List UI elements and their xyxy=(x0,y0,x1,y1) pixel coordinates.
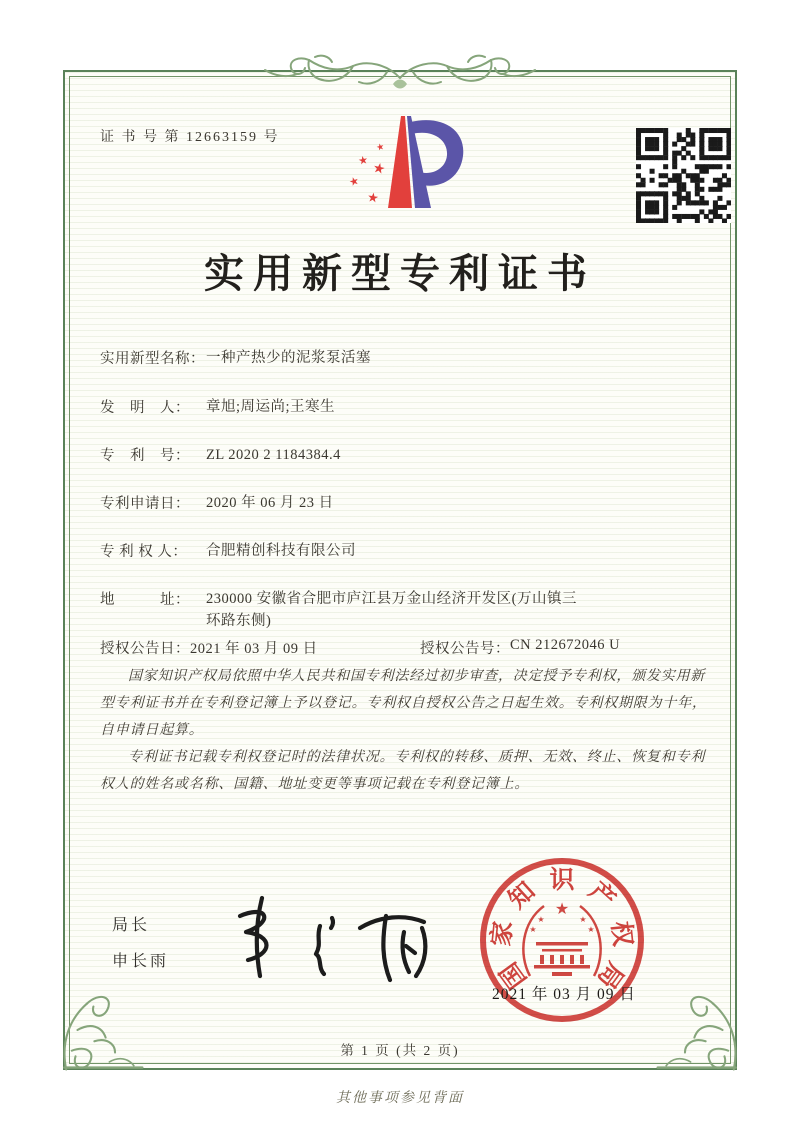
svg-text:★: ★ xyxy=(587,925,595,934)
page-number: 第 1 页 (共 2 页) xyxy=(340,1043,460,1058)
svg-text:★: ★ xyxy=(529,925,537,934)
svg-text:产: 产 xyxy=(583,877,621,915)
field-filing-date xyxy=(100,492,720,514)
svg-text:★: ★ xyxy=(357,154,370,168)
field-label: 授权公告号： xyxy=(420,641,510,657)
svg-text:★: ★ xyxy=(554,901,570,918)
field-value: 2020 年 06 月 23 日 xyxy=(206,495,334,511)
field-value: 章旭;周运尚;王寒生 xyxy=(206,399,336,415)
field-label: 地 址： xyxy=(100,592,190,608)
field-address xyxy=(100,588,720,633)
field-utility-model-name xyxy=(100,347,720,369)
field-label: 专 利 权 人： xyxy=(100,544,188,560)
field-inventors xyxy=(100,396,720,418)
legal-paragraph: 专利证书记载专利权登记时的法律状况。专利权的转移、质押、无效、终止、恢复和专利权人的姓名或名称、国籍、地址变更等事项记载在专利登记簿上。 xyxy=(100,749,706,792)
field-value: 230000 安徽省合肥市庐江县万金山经济开发区(万山镇三环路东侧) xyxy=(206,591,577,630)
svg-text:国: 国 xyxy=(495,956,533,994)
field-value: CN 212672046 U xyxy=(510,637,621,653)
corner-flourish-icon xyxy=(652,983,748,1077)
svg-text:★: ★ xyxy=(366,189,380,206)
qr-code xyxy=(636,128,731,223)
director-signature-icon xyxy=(200,888,450,983)
svg-text:★: ★ xyxy=(371,160,387,179)
svg-text:★: ★ xyxy=(579,915,587,924)
seal-date: 2021 年 03 月 09 日 xyxy=(492,986,636,1003)
legal-text xyxy=(100,664,718,798)
svg-text:★: ★ xyxy=(537,915,545,924)
field-label: 专 利 号： xyxy=(100,448,190,464)
svg-text:家: 家 xyxy=(488,919,518,948)
field-grant-number xyxy=(420,637,620,658)
svg-text:★: ★ xyxy=(347,174,361,190)
field-value: 一种产热少的泥浆泵活塞 xyxy=(206,350,371,366)
field-patentee xyxy=(100,540,720,562)
svg-text:★: ★ xyxy=(375,141,386,153)
field-label: 发 明 人： xyxy=(100,400,190,416)
field-grant-date xyxy=(100,637,318,658)
field-value: 合肥精创科技有限公司 xyxy=(206,543,356,559)
svg-text:权: 权 xyxy=(606,919,636,948)
svg-text:局: 局 xyxy=(591,956,629,994)
field-patent-number xyxy=(100,444,720,466)
corner-flourish-icon xyxy=(52,983,148,1077)
field-value: ZL 2020 2 1184384.4 xyxy=(206,447,341,463)
svg-text:知: 知 xyxy=(503,877,541,915)
field-label: 实用新型名称： xyxy=(100,351,205,367)
certificate-number: 证 书 号 第 12663159 号 xyxy=(100,130,280,145)
director-name: 申长雨 xyxy=(112,953,170,970)
legal-paragraph: 国家知识产权局依照中华人民共和国专利法经过初步审查，决定授予专利权，颁发实用新型专利证书并在专利登记簿上予以登记。专利权自授权公告之日起生效。专利权期限为十年，自申请日起算。 xyxy=(100,669,707,738)
field-value: 2021 年 03 月 09 日 xyxy=(190,641,318,657)
top-ornament-icon xyxy=(243,48,557,94)
director-title: 局长 xyxy=(112,917,151,934)
cnipa-logo-icon xyxy=(330,108,480,226)
svg-text:识: 识 xyxy=(549,867,575,894)
certificate-title: 实用新型专利证书 xyxy=(204,251,596,296)
field-label: 专利申请日： xyxy=(100,496,190,512)
back-note: 其他事项参见背面 xyxy=(336,1091,464,1106)
field-label: 授权公告日： xyxy=(100,641,190,657)
